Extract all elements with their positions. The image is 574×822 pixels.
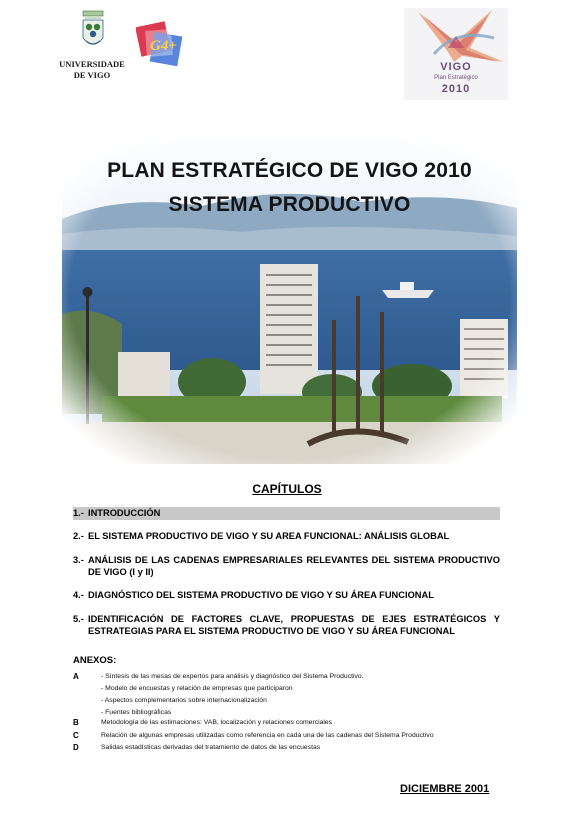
chapter-title: DIAGNÓSTICO DEL SISTEMA PRODUCTIVO DE VIGO Y SU ÁREA FUNCIONAL: [88, 590, 434, 600]
cover-title-line2: SISTEMA PRODUCTIVO: [168, 193, 411, 216]
annex-line: - Síntesis de las mesas de expertos para análisis y diagnóstico del Sistema Productivo.: [101, 673, 364, 680]
annex-line: Salidas estadísticas derivadas del tratamiento de datos de las encuestas: [101, 744, 321, 751]
chapter-number: 3.-: [73, 555, 84, 565]
chapter-number: 2.-: [73, 531, 84, 541]
chapter-item: [73, 507, 500, 520]
annexes-heading: ANEXOS:: [73, 655, 117, 666]
university-name-line2: DE VIGO: [73, 70, 111, 80]
annex-line: Metodología de las estimaciones: VAB, localización y relaciones comerciales: [101, 719, 333, 726]
annex-line: - Modelo de encuestas y relación de empresas que participaron: [101, 685, 293, 692]
annex-letter: D: [73, 743, 79, 752]
university-name-line1: UNIVERSIDADE: [59, 59, 125, 69]
vigo-logo-word: VIGO: [440, 61, 472, 73]
annex-line: - Aspectos complementarios sobre internacionalización: [101, 697, 267, 704]
chapters-heading: CAPÍTULOS: [252, 482, 322, 496]
chapter-item: [73, 555, 500, 578]
cover-title-line1: PLAN ESTRATÉGICO DE VIGO 2010: [107, 159, 472, 182]
chapter-title: EL SISTEMA PRODUCTIVO DE VIGO Y SU AREA FUNCIONAL: ANÁLISIS GLOBAL: [88, 531, 450, 541]
chapter-title: IDENTIFICACIÓN DE FACTORES CLAVE, PROPUESTAS DE EJES ESTRATÉGICOS Y ESTRATEGIAS PARA EL SISTEMA PRODUCTIVO DE VIGO Y SU ÁREA FUNCIONAL: [88, 614, 500, 636]
g4-logo: [136, 14, 184, 70]
annex-line: - Fuentes bibliográficas: [101, 709, 172, 716]
chapter-number: 5.-: [73, 614, 84, 624]
chapter-item: [73, 531, 500, 543]
annex-line: Relación de algunas empresas utilizadas como referencia en cada una de las cadenas del Sistema Productivo: [101, 732, 434, 739]
g4-logo-text: G4+: [150, 38, 177, 54]
vigo-logo-year: 2010: [441, 83, 471, 95]
chapter-number: 4.-: [73, 590, 84, 600]
publication-date: DICIEMBRE 2001: [400, 783, 490, 795]
chapter-title: INTRODUCCIÓN: [88, 508, 161, 518]
chapter-item: [73, 590, 500, 602]
chapter-number: 1.-: [73, 508, 84, 518]
universidade-de-vigo-logo: [52, 10, 132, 82]
annex-letter: A: [73, 672, 79, 681]
university-shield-icon: [79, 10, 107, 52]
annex-letter: B: [73, 718, 79, 727]
annex-letter: C: [73, 731, 79, 740]
vigo-logo-plan: Plan Estratégico: [434, 75, 478, 81]
vigo-plan-estrategico-logo: [404, 8, 508, 100]
chapter-item: [73, 614, 500, 637]
chapter-title: ANÁLISIS DE LAS CADENAS EMPRESARIALES RELEVANTES DEL SISTEMA PRODUCTIVO DE VIGO (I y II): [88, 555, 500, 577]
